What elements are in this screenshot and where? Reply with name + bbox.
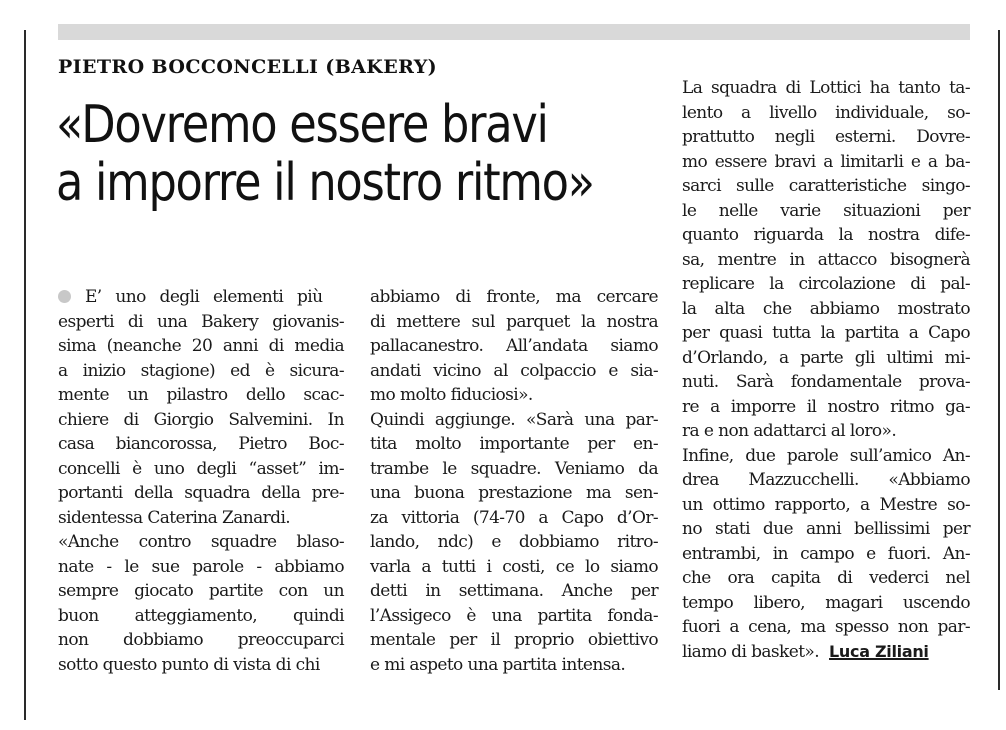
text-line: concelli è uno degli “asset” im- — [58, 458, 344, 479]
text-line: no stati due anni bellissimi per — [682, 519, 970, 539]
text-line: a inizio stagione) ed è sicura- — [58, 360, 344, 381]
text-line: per quasi tutta la partita a Capo — [682, 323, 970, 343]
text-line: andati vicino al colpaccio e sia- — [370, 360, 658, 381]
text-line: la alta che abbiamo mostrato — [682, 298, 970, 319]
text-line: tempo libero, magari uscendo — [682, 592, 970, 613]
column-rule-right — [998, 30, 1000, 690]
column-rule-left — [24, 30, 26, 720]
headline-line-1: «Dovremo essere bravi — [56, 95, 548, 155]
text-line: di mettere sul parquet la nostra — [370, 311, 658, 332]
article-column-3 — [682, 76, 970, 664]
text-line: portanti della squadra della pre- — [58, 483, 344, 503]
text-line: drea Mazzucchelli. «Abbiamo — [682, 470, 970, 490]
text-line: trambe le squadre. Veniamo da — [370, 458, 658, 479]
text-line-content: liamo di basket». — [682, 641, 820, 662]
text-line: sidentessa Caterina Zanardi. — [58, 507, 291, 528]
text-line: lento a livello individuale, so- — [682, 102, 970, 123]
text-line: nate - le sue parole - abbiamo — [58, 556, 344, 577]
text-line: mo essere bravi a limitarli e a ba- — [682, 151, 970, 172]
text-line: ra e non adattarci al loro». — [682, 421, 897, 441]
text-line: una buona prestazione ma sen- — [370, 483, 658, 503]
text-line: le nelle varie situazioni per — [682, 200, 970, 221]
text-line: replicare la circolazione di pal- — [682, 274, 970, 294]
text-line: re a imporre il nostro ritmo ga- — [682, 396, 970, 417]
text-line: mente un pilastro dello scac- — [58, 385, 344, 405]
text-line: pallacanestro. All’andata siamo — [370, 336, 658, 356]
text-line: casa biancorossa, Pietro Boc- — [58, 434, 344, 454]
text-line: tita molto importante per en- — [370, 434, 658, 454]
text-line: un ottimo rapporto, a Mestre so- — [682, 494, 970, 515]
text-line: chiere di Giorgio Salvemini. In — [58, 409, 344, 430]
text-line: abbiamo di fronte, ma cercare — [370, 287, 658, 307]
text-line: «Anche contro squadre blaso- — [58, 532, 344, 552]
text-line: e mi aspeto una partita intensa. — [370, 654, 626, 675]
text-line: esperti di una Bakery giovanis- — [58, 311, 344, 332]
headline-line-2: a imporre il nostro ritmo» — [56, 153, 594, 213]
text-line: mo molto fiduciosi». — [370, 385, 533, 405]
article-headline — [56, 96, 594, 212]
text-line-content: E’ uno degli elementi più — [85, 287, 323, 307]
text-line: fuori a cena, ma spesso non par- — [682, 617, 970, 637]
text-line — [58, 285, 344, 310]
text-line: Quindi aggiunge. «Sarà una par- — [370, 409, 658, 430]
text-line: l’Assigeco è una partita fonda- — [370, 605, 658, 626]
text-line: varla a tutti i costi, ce lo siamo — [370, 556, 658, 577]
text-line: mentale per il proprio obiettivo — [370, 630, 658, 650]
text-line: d’Orlando, a parte gli ultimi mi- — [682, 347, 970, 368]
text-line: Infine, due parole sull’amico An- — [682, 445, 970, 466]
text-line: sima (neanche 20 anni di media — [58, 336, 344, 356]
text-line: nuti. Sarà fondamentale prova- — [682, 372, 970, 392]
text-line: sarci sulle caratteristiche singo- — [682, 176, 970, 196]
article-column-1 — [58, 285, 344, 677]
article-column-2 — [370, 285, 658, 677]
bullet-dot-icon — [58, 290, 71, 303]
text-line: sempre giocato partite con un — [58, 581, 344, 601]
text-line: che ora capita di vederci nel — [682, 568, 970, 588]
text-line: non dobbiamo preoccuparci — [58, 630, 344, 650]
text-line: quanto riguarda la nostra dife- — [682, 225, 970, 245]
article-kicker: PIETRO BOCCONCELLI (BAKERY) — [58, 56, 438, 78]
text-line: prattutto negli esterni. Dovre- — [682, 127, 970, 147]
text-line: sotto questo punto di vista di chi — [58, 654, 320, 675]
header-band — [58, 24, 970, 40]
text-line: entrambi, in campo e fuori. An- — [682, 543, 970, 564]
author-byline: Luca Ziliani — [829, 641, 929, 661]
text-line — [682, 640, 970, 665]
text-line: lando, ndc) e dobbiamo ritro- — [370, 532, 658, 552]
text-line: sa, mentre in attacco bisognerà — [682, 249, 970, 270]
text-line: buon atteggiamento, quindi — [58, 605, 344, 626]
text-line: La squadra di Lottici ha tanto ta- — [682, 78, 970, 98]
text-line: detti in settimana. Anche per — [370, 581, 658, 601]
text-line: za vittoria (74-70 a Capo d’Or- — [370, 507, 658, 528]
